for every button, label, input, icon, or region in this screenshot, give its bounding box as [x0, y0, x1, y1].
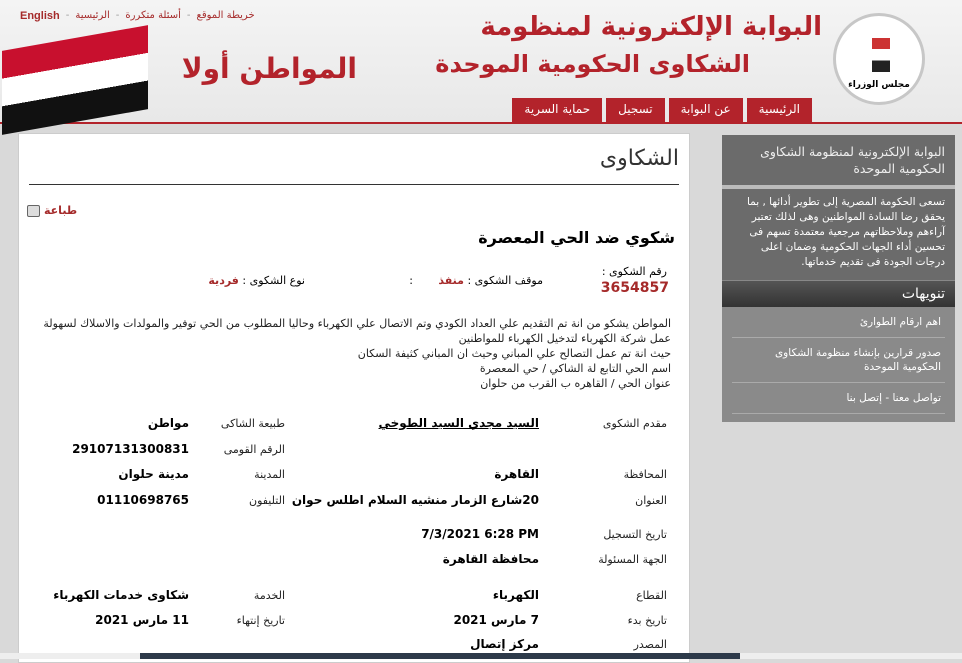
nav-register[interactable]: تسجيل	[606, 98, 665, 122]
notice-link[interactable]: اهم ارقام الطوارئ	[732, 307, 945, 338]
complaint-panel	[18, 133, 690, 663]
sitemap-link[interactable]: خريطة الموقع	[196, 10, 255, 21]
site-title: البوابة الإلكترونية لمنظومة	[480, 12, 822, 42]
egypt-flag-image	[2, 25, 148, 135]
detail-value: شكاوى خدمات الكهرباء	[53, 588, 189, 602]
complaint-description: المواطن يشكو من انة تم التقديم علي العداد الكودي وتم الاتصال علي الكهرباء وحاليا المطلوب من الحي توفير والمولدات والاسلاك لسهولة عمل شركة الكهرباء لتدخيل الكهرباء للمواطنين حيث انة تم عمل التصالح علي المباني وحيث ان المباني كثيفة السكان اسم الحي التابع لة الشاكي / حي المعصرة عنوان الحي / القاهره ب القرب من حلوان	[43, 317, 671, 390]
detail-value: الكهرباء	[492, 588, 539, 602]
scrollbar-thumb[interactable]	[140, 653, 740, 659]
nav-about[interactable]: عن البوابة	[669, 98, 743, 122]
detail-label: الخدمة	[253, 589, 285, 602]
detail-value: 29107131300831	[72, 442, 189, 456]
detail-label: التليفون	[248, 494, 285, 507]
detail-value: القاهرة	[494, 467, 539, 481]
divider	[29, 184, 679, 185]
header	[0, 0, 962, 124]
site-subtitle: الشكاوى الحكومية الموحدة	[435, 50, 750, 78]
detail-label: تاريخ التسجيل	[603, 528, 667, 541]
type-value: فردية	[208, 274, 239, 287]
print-button[interactable]: طباعة	[27, 204, 77, 217]
type-label: نوع الشكوى :	[242, 274, 305, 287]
faq-link[interactable]: أسئلة متكررة	[125, 10, 181, 21]
detail-value: مدينة حلوان	[118, 467, 189, 481]
sidebar-text: تسعى الحكومة المصرية إلى تطوير أدائها , بما يحقق رضا السادة المواطنين وهى لذلك تعتبر آراءهم وملاحظاتهم مرجعية معتمدة تسهم فى تحسين أداء الجهات الحكومية وضمان اعلى درجات الجودة فى تقديم خدماتها.	[746, 196, 945, 268]
number-label: رقم الشكوى :	[601, 265, 667, 278]
cabinet-logo[interactable]: مجلس الوزراء	[833, 13, 925, 105]
colon: :	[409, 274, 413, 287]
detail-label: العنوان	[635, 494, 667, 507]
nav-privacy[interactable]: حماية السرية	[512, 98, 602, 122]
detail-label: الجهة المسئولة	[598, 553, 667, 566]
eagle-icon	[872, 38, 890, 72]
horizontal-scrollbar[interactable]	[0, 653, 962, 659]
english-link[interactable]: English	[20, 10, 60, 22]
page-title: الشكاوى	[599, 146, 679, 171]
detail-value: 11 مارس 2021	[95, 613, 189, 627]
status-label: موقف الشكوى :	[467, 274, 543, 287]
detail-value: مركز إتصال	[470, 637, 539, 651]
status-value: منفذ	[438, 274, 464, 287]
detail-value: 7 مارس 2021	[453, 613, 539, 627]
detail-value: محافظة القاهرة	[442, 552, 539, 566]
detail-label: تاريخ إنتهاء	[236, 614, 285, 627]
detail-label: مقدم الشكوى	[602, 417, 667, 430]
complaint-title: شكوي ضد الحي المعصرة	[478, 228, 675, 247]
main-nav	[512, 98, 812, 122]
complaint-number: 3654857	[600, 280, 669, 296]
slogan: المواطن أولا	[181, 52, 357, 85]
detail-label: المدينة	[254, 468, 285, 481]
nav-home[interactable]: الرئيسية	[747, 98, 812, 122]
detail-value: مواطن	[147, 416, 189, 430]
detail-value: 01110698765	[97, 493, 189, 507]
notice-link[interactable]: صدور قرارين بإنشاء منظومة الشكاوى الحكومية الموحدة	[732, 338, 945, 383]
detail-label: المصدر	[633, 638, 667, 651]
notices-list	[722, 307, 955, 422]
detail-label: الرقم القومى	[223, 443, 285, 456]
detail-label: تاريخ بدء	[627, 614, 667, 627]
detail-value: 7/3/2021 6:28 PM	[421, 527, 539, 541]
detail-label: المحافظة	[623, 468, 667, 481]
detail-value[interactable]: السيد مجدي السيد الطوخي	[378, 416, 539, 430]
notices-title: تنويهات	[722, 280, 955, 307]
top-links: English - الرئيسية - أسئلة متكررة - خريطة الموقع	[20, 10, 255, 22]
notice-link[interactable]: تواصل معنا - إتصل بنا	[732, 383, 945, 414]
home-link[interactable]: الرئيسية	[75, 10, 110, 21]
detail-label: طبيعة الشاكى	[220, 417, 285, 430]
printer-icon	[27, 205, 40, 217]
sidebar-title: البوابة الإلكترونية لمنظومة الشكاوى الحكومية الموحدة	[722, 135, 955, 189]
detail-label: القطاع	[636, 589, 667, 602]
sidebar	[722, 135, 955, 422]
detail-value: 20شارع الزمار منشيه السلام اطلس حوان	[291, 493, 539, 507]
